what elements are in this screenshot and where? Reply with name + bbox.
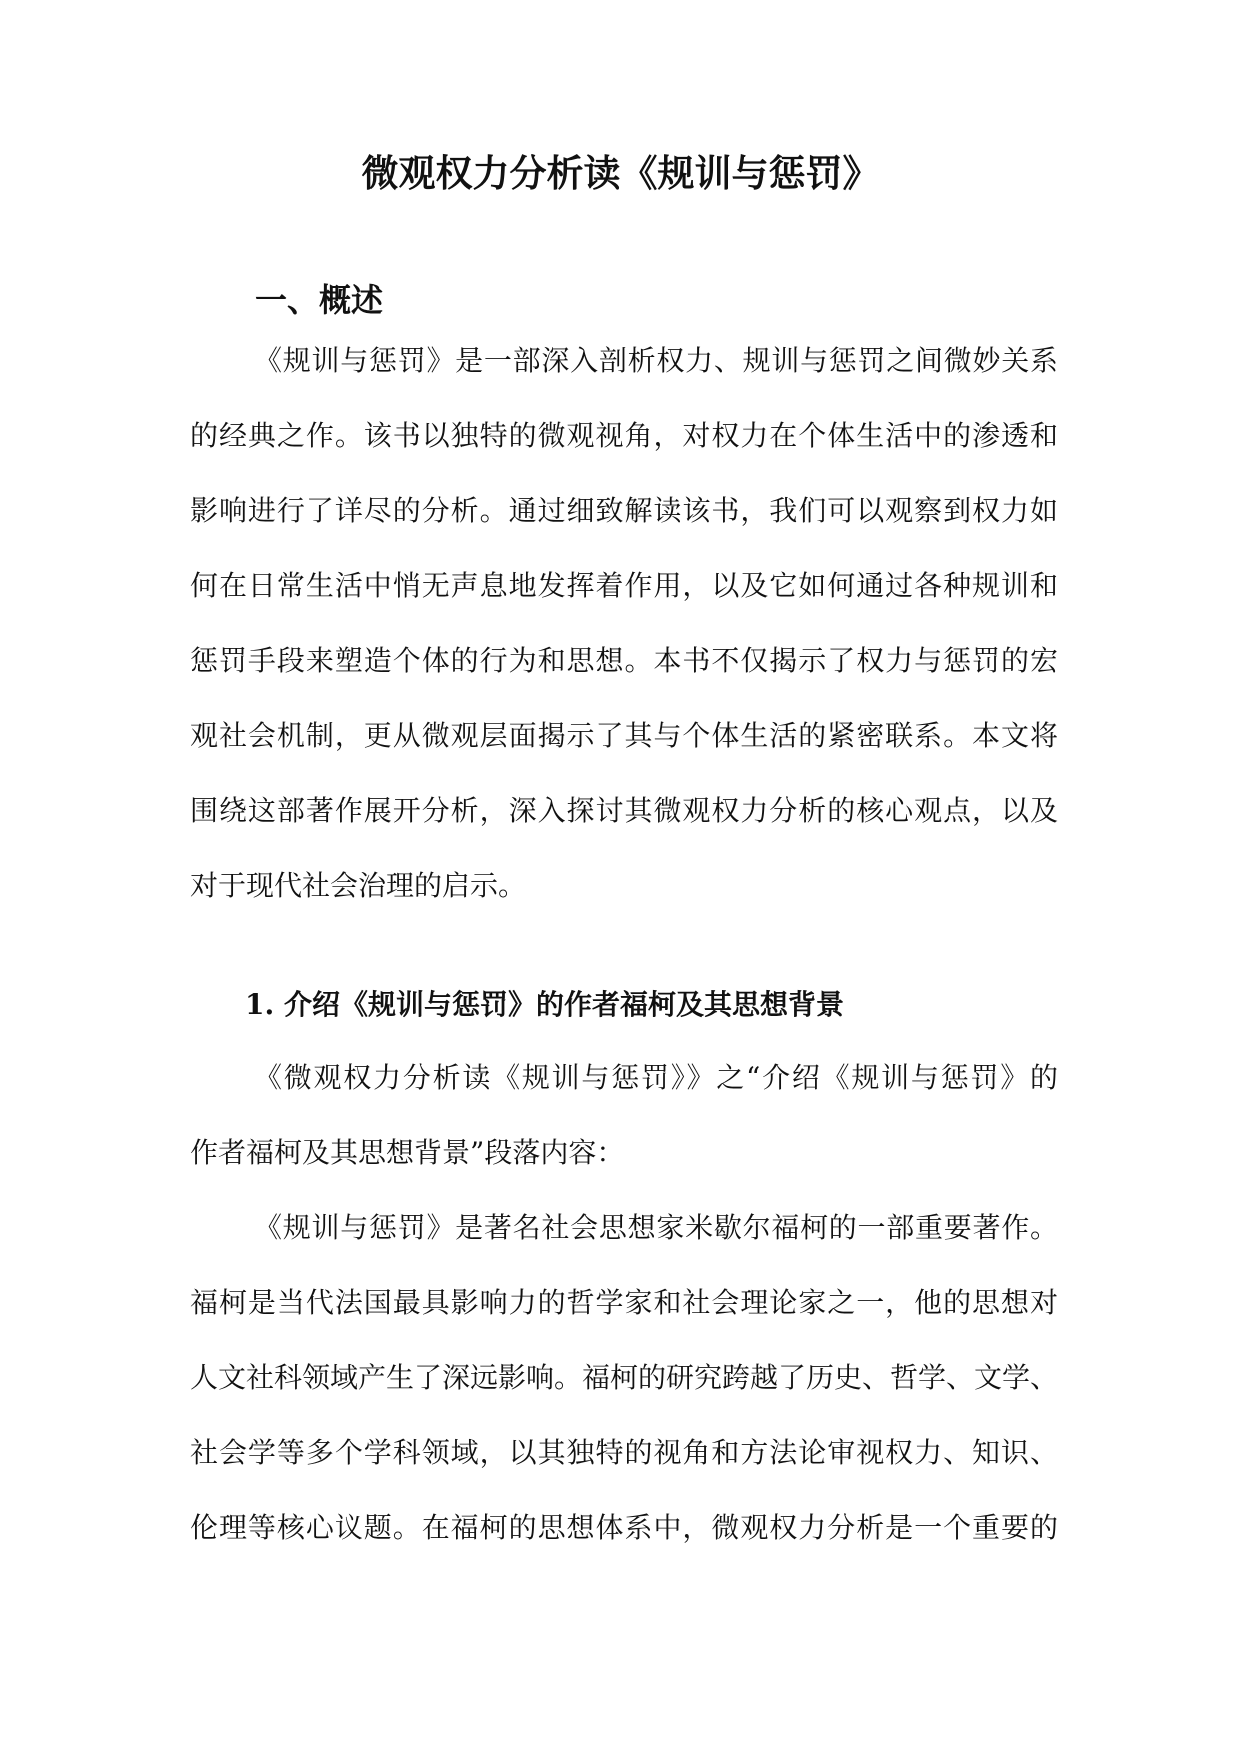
overview-paragraph bbox=[190, 323, 1058, 923]
paragraph-line: 《规训与惩罚》是著名社会思想家米歇尔福柯的一部重要著作。 bbox=[254, 1211, 1058, 1244]
author-background-paragraph bbox=[190, 1190, 1058, 1565]
subsection-heading-author: 1. 介绍《规训与惩罚》的作者福柯及其思想背景 bbox=[245, 988, 844, 1021]
paragraph-line: 社会学等多个学科领域，以其独特的视角和方法论审视权力、知识、 bbox=[190, 1436, 1058, 1469]
author-intro-paragraph bbox=[190, 1040, 1058, 1190]
paragraph-line: 影响进行了详尽的分析。通过细致解读该书，我们可以观察到权力如 bbox=[190, 494, 1058, 527]
paragraph-line: 惩罚手段来塑造个体的行为和思想。本书不仅揭示了权力与惩罚的宏 bbox=[190, 644, 1058, 677]
paragraph-line: 何在日常生活中悄无声息地发挥着作用，以及它如何通过各种规训和 bbox=[190, 569, 1058, 602]
paragraph-line: 对于现代社会治理的启示。 bbox=[190, 869, 527, 902]
section-heading-overview: 一、概述 bbox=[255, 281, 384, 319]
paragraph-line: 人文社科领域产生了深远影响。福柯的研究跨越了历史、哲学、文学、 bbox=[190, 1361, 1059, 1394]
paragraph-line: 伦理等核心议题。在福柯的思想体系中，微观权力分析是一个重要的 bbox=[190, 1511, 1058, 1544]
paragraph-line: 《微观权力分析读《规训与惩罚》》之“介绍《规训与惩罚》的 bbox=[254, 1061, 1058, 1094]
paragraph-line: 《规训与惩罚》是一部深入剖析权力、规训与惩罚之间微妙关系 bbox=[254, 344, 1058, 377]
paragraph-line: 的经典之作。该书以独特的微观视角，对权力在个体生活中的渗透和 bbox=[190, 419, 1058, 452]
paragraph-line: 福柯是当代法国最具影响力的哲学家和社会理论家之一，他的思想对 bbox=[190, 1286, 1058, 1319]
paragraph-line: 作者福柯及其思想背景”段落内容： bbox=[190, 1136, 625, 1169]
document-title: 微观权力分析读《规训与惩罚》 bbox=[361, 151, 880, 195]
paragraph-line: 围绕这部著作展开分析，深入探讨其微观权力分析的核心观点，以及 bbox=[190, 794, 1058, 827]
paragraph-line: 观社会机制，更从微观层面揭示了其与个体生活的紧密联系。本文将 bbox=[190, 719, 1058, 752]
